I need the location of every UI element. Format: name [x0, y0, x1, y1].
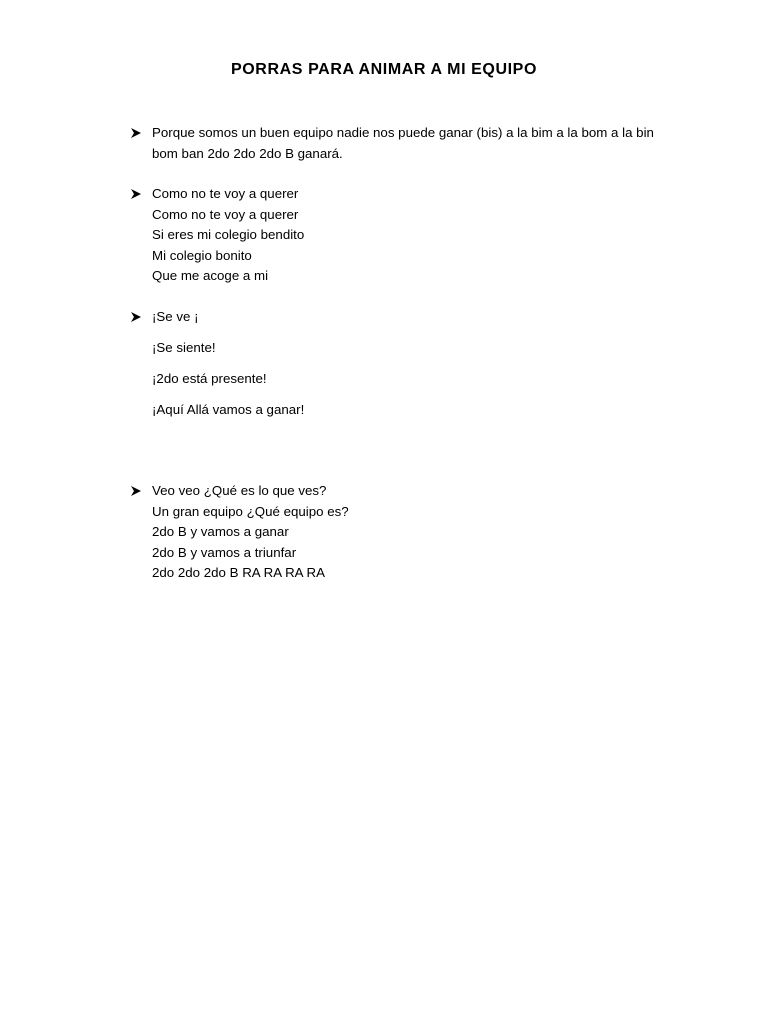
cheer-line: Si eres mi colegio bendito: [152, 227, 305, 242]
document-title: PORRAS PARA ANIMAR A MI EQUIPO: [230, 61, 537, 78]
arrowhead-bullet-icon: [130, 311, 142, 323]
cheer-paragraph: Porque somos un buen equipo nadie nos puede ganar (bis) a la bim a la bom a la bin bom ban 2do 2do 2do B ganará.: [152, 125, 654, 161]
cheer-line: ¡Aquí Allá vamos a ganar!: [152, 402, 305, 417]
cheer-line: Un gran equipo ¿Qué equipo es?: [152, 503, 349, 519]
cheer-line: Veo veo ¿Qué es lo que ves?: [152, 483, 327, 498]
cheer-line: 2do 2do 2do B RA RA RA RA: [152, 565, 325, 580]
cheer-item: [130, 123, 670, 164]
cheer-item: [130, 481, 670, 584]
cheer-line: ¡Se siente!: [152, 340, 216, 355]
cheer-line: Mi colegio bonito: [152, 247, 252, 263]
cheer-line: ¡Se ve ¡: [152, 309, 199, 324]
cheer-line: Como no te voy a querer: [152, 186, 299, 201]
cheer-item: [130, 184, 670, 287]
cheer-line: 2do B y vamos a triunfar: [152, 544, 297, 560]
cheer-line: ¡2do está presente!: [152, 371, 267, 386]
cheer-line: Que me acoge a mi: [152, 268, 269, 283]
arrowhead-bullet-icon: [130, 127, 142, 139]
cheer-line: 2do B y vamos a ganar: [152, 524, 289, 539]
arrowhead-bullet-icon: [130, 485, 142, 497]
arrowhead-bullet-icon: [130, 188, 142, 200]
cheer-line: Como no te voy a querer: [152, 206, 299, 222]
cheer-item: [130, 307, 670, 421]
